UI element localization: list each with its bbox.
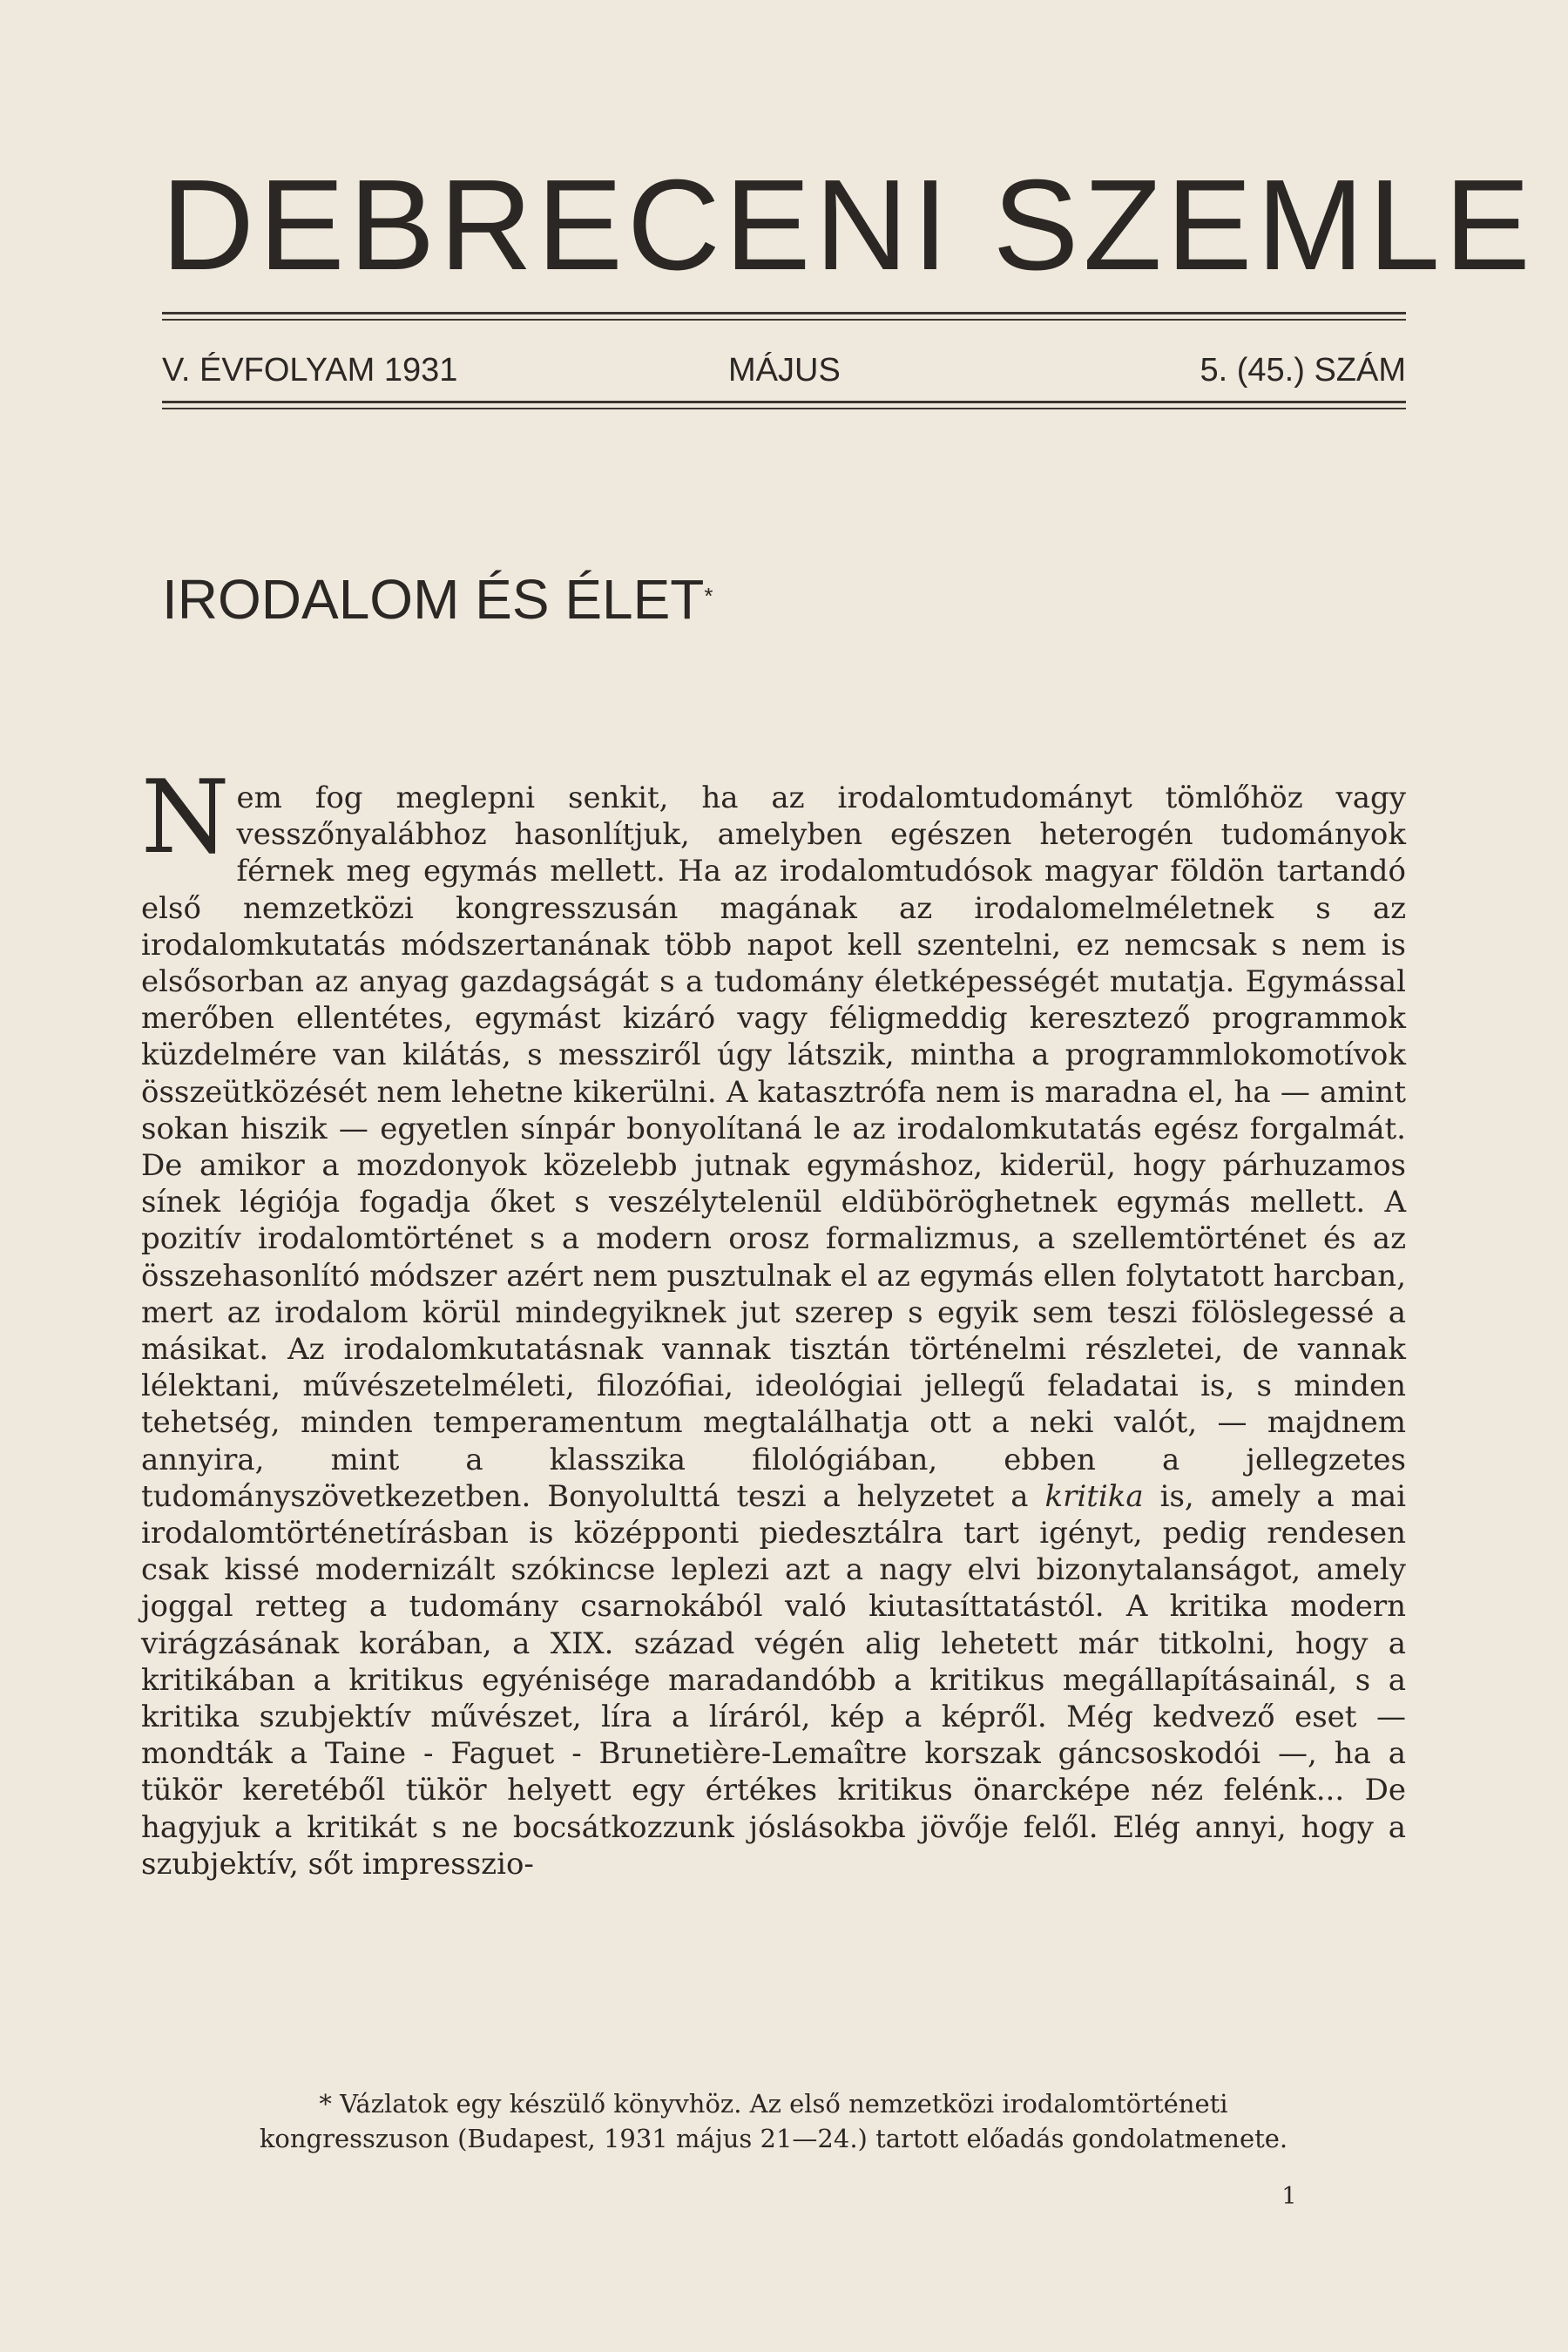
- volume-year: V. ÉVFOLYAM 1931: [162, 352, 458, 389]
- footnote: [141, 2086, 1406, 2156]
- article-body: [141, 759, 1406, 1882]
- footnote-line-1: * Vázlatok egy készülő könyvhöz. Az első nemzetközi irodalomtörténeti: [319, 2089, 1228, 2119]
- masthead-rule-top-thin: [162, 319, 1406, 321]
- italic-term: kritika: [1044, 1478, 1144, 1514]
- body-text-part-2: is, amely a mai irodalomtörténetírásban is középponti piedesztálra tart igényt, pedig rendesen csak kissé modernizált szókincse leplezi azt a nagy elvi bizonytalanságot, amely joggal retteg a tudomány csarnokából való kiutasíttatástól. A kritika modern virágzásának korában, a XIX. század végén alig lehetett már titkolni, hogy a kritikában a kritikus egyénisége maradandóbb a kritikus megállapításainál, s a kritika szubjektív művészet, líra a líráról, kép a képről. Még kedvező eset — mondták a Taine - Faguet - Brunetière-Lemaître korszak gáncsoskodói —, ha a tükör keretéből tükör helyett egy értékes kritikus önarcképe néz felénk... De hagyjuk a kritikát s ne bocsátkozzunk jóslásokba jövője felől. Elég annyi, hogy a szubjektív, sőt impresszio-: [141, 1478, 1406, 1882]
- footnote-line-2: kongresszuson (Budapest, 1931 május 21—24.) tartott előadás gondolatmenete.: [259, 2124, 1288, 2153]
- issue-line: [162, 348, 1406, 392]
- drop-cap: N: [141, 759, 230, 876]
- masthead-rule-top: [162, 312, 1406, 314]
- body-paragraph: [141, 759, 1406, 1882]
- issue-number: 5. (45.) SZÁM: [1200, 352, 1406, 389]
- issue-rule-bottom-thin: [162, 408, 1406, 409]
- page-number: 1: [1281, 2183, 1297, 2210]
- issue-rule-bottom: [162, 401, 1406, 403]
- footnote-marker: *: [704, 583, 713, 609]
- article-title: [162, 564, 713, 634]
- journal-masthead: DEBRECENI SZEMLE: [161, 153, 1535, 297]
- article-title-text: IRODALOM ÉS ÉLET: [162, 568, 705, 631]
- issue-month: MÁJUS: [728, 352, 841, 389]
- body-text-part-1: em fog meglepni senkit, ha az irodalomtudományt tömlőhöz vagy vesszőnyalábhoz hasonlítjuk, amelyben egészen heterogén tudományok férnek meg egymás mellett. Ha az irodalomtudósok magyar földön tartandó első nemzetközi kongresszusán magának az irodalomelméletnek s az irodalomkutatás módszertanának több napot kell szentelni, ez nemcsak s nem is elsősorban az anyag gazdagságát s a tudomány életképességét mutatja. Egymással merőben ellentétes, egymást kizáró vagy féligmeddig keresztező programmok küzdelmére van kilátás, s messziről úgy látszik, mintha a programmlokomotívok összeütközését nem lehetne kikerülni. A katasztrófa nem is maradna el, ha — amint sokan hiszik — egyetlen sínpár bonyolítaná le az irodalomkutatás egész forgalmát. De amikor a mozdonyok közelebb jutnak egymáshoz, kiderül, hogy párhuzamos sínek légiója fogadja őket s veszélytelenül eldüböröghetnek egymás mellett. A pozitív irodalomtörténet s a modern orosz formalizmus, a szellemtörténet és az összehasonlító módszer azért nem pusztulnak el az egymás ellen folytatott harcban, mert az irodalom körül mindegyiknek jut szerep s egyik sem teszi fölöslegessé a másikat. Az irodalomkutatásnak vannak tisztán történelmi részletei, de vannak lélektani, művészetelméleti, filozófiai, ideológiai jellegű feladatai is, s minden tehetség, minden temperamentum megtalálhatja ott a neki valót, — majdnem annyira, mint a klasszika filológiában, ebben a jellegzetes tudományszövetkezetben. Bonyolulttá teszi a helyzetet a: [141, 781, 1406, 1514]
